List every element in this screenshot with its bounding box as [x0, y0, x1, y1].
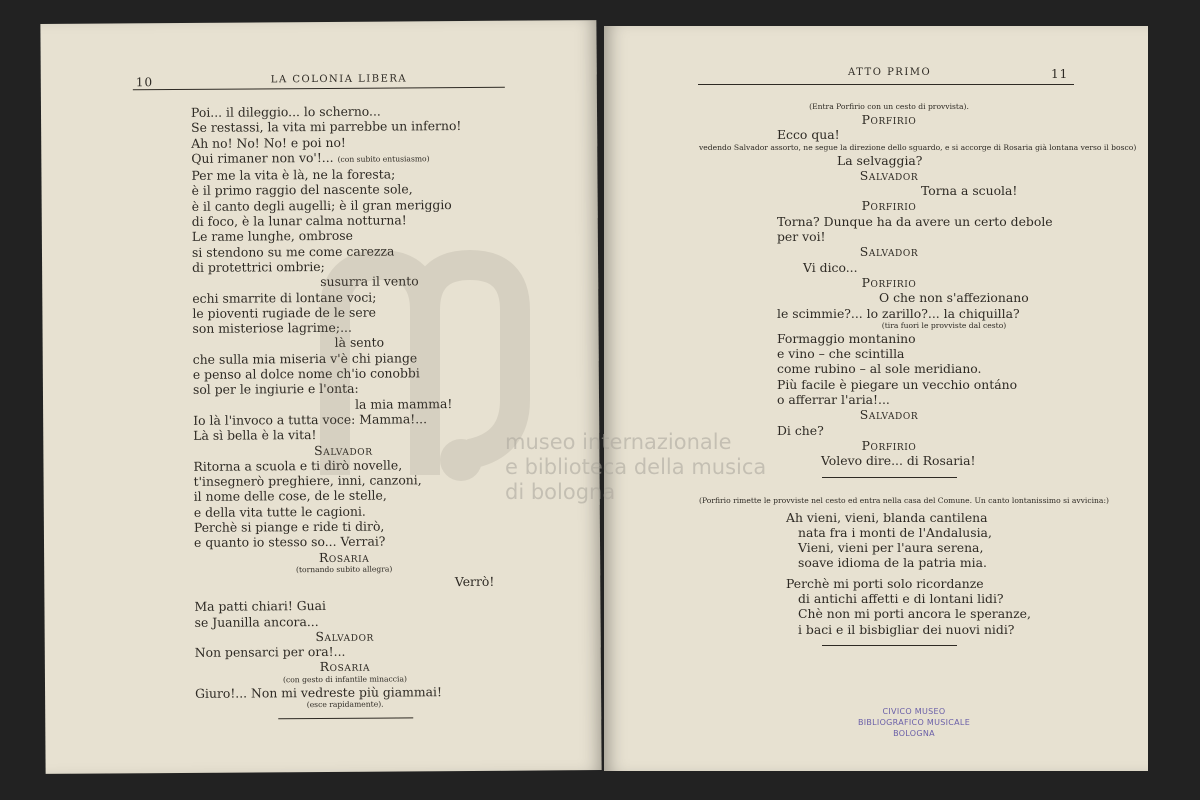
- verse-line: sol per le ingiurie e l'onta:: [192, 381, 359, 398]
- verse-line: e della vita tutte le cagioni.: [193, 503, 366, 520]
- verse-line: Giuro!... Non mi vedreste più giammai!: [195, 683, 443, 701]
- verse-line: t'insegnerò preghiere, inni, canzoni,: [193, 472, 422, 490]
- page-header: [41, 72, 597, 90]
- verse-line: i baci e il bisbigliar dei nuovi nidi?: [798, 621, 1015, 637]
- verse-line: Non pensarci per ora!...: [194, 643, 346, 660]
- section-rule: [822, 645, 957, 646]
- left-page: [40, 20, 601, 774]
- right-page: [604, 26, 1148, 771]
- verse-line: Ma patti chiari! Guai: [194, 598, 327, 615]
- speaker-name: Salvador: [859, 244, 919, 260]
- header-rule: [698, 84, 1074, 85]
- verse-line: Formaggio montanino: [777, 330, 916, 346]
- verse-text: [699, 102, 1137, 646]
- header-rule: [133, 87, 505, 91]
- stage-direction: (tira fuori le provviste dal cesto): [881, 320, 1007, 330]
- verse-line: là sento: [334, 335, 385, 351]
- stage-direction: (con gesto di infantile minaccia): [282, 674, 407, 684]
- verse-line: e penso al dolce nome ch'io conobbi: [192, 365, 420, 382]
- verse-line: Per me la vita è là, ne la foresta;: [191, 166, 396, 184]
- verse-line: Verrò!: [454, 573, 495, 589]
- speaker-name: Porfirio: [861, 437, 917, 453]
- running-title: ATTO PRIMO: [848, 67, 932, 78]
- verse-line: che sulla mia miseria v'è chi piange: [192, 350, 418, 367]
- verse-line: la mia mamma!: [354, 395, 453, 412]
- speaker-name: Porfirio: [861, 112, 917, 127]
- verse-line: e quanto io stesso so... Verrai?: [193, 533, 386, 551]
- verse-line: son misteriose lagrime;...: [192, 319, 352, 337]
- verse-line: La selvaggia?: [837, 152, 923, 168]
- speaker-name: Porfirio: [861, 198, 917, 214]
- verse-line: le pioventi rugiade de le sere: [192, 304, 377, 321]
- speaker-name: Rosaria: [318, 549, 370, 565]
- page-number: 10: [135, 75, 154, 90]
- speaker-name: Porfirio: [861, 274, 917, 290]
- speaker-name: Rosaria: [319, 659, 371, 675]
- song-lyrics: [699, 510, 1079, 637]
- spacer: [699, 637, 1079, 645]
- verse-line: il nome delle cose, de le stelle,: [193, 487, 387, 505]
- verse-line: Perchè mi porti solo ricordanze: [786, 575, 984, 591]
- verse-line: di protettrici ombrie;: [192, 258, 325, 275]
- verse-line: Là sì bella è la vita!: [193, 427, 317, 444]
- verse-line: Torna a scuola!: [921, 183, 1018, 199]
- stage-direction: (tornando subito allegra): [295, 564, 393, 575]
- verse-line: Più facile è piegare un vecchio ontáno: [777, 376, 1018, 392]
- verse-line: Di che?: [777, 422, 824, 438]
- library-stamp: CIVICO MUSEO BIBLIOGRAFICO MUSICALE BOLOGNA: [857, 707, 971, 738]
- verse-line: Chè non mi porti ancora le speranze,: [798, 606, 1031, 622]
- stage-direction: (esce rapidamente).: [306, 699, 384, 710]
- verse-line: Qui rimaner non vo'!... (con subito entusiasmo): [191, 149, 430, 166]
- verse-text: [191, 103, 495, 720]
- verse-line: Io là l'invoco a tutta voce: Mamma!...: [193, 411, 428, 428]
- verse-line: si stendono su me come carezza: [191, 243, 395, 260]
- verse-line: le scimmie?... lo zarillo?... la chiquilla?: [777, 305, 1020, 321]
- spacer: [699, 469, 1079, 477]
- verse-line: Ritorna a scuola e ti dirò novelle,: [193, 457, 403, 474]
- stage-direction: (con subito entusiasmo): [337, 154, 430, 164]
- verse-line: Se restassi, la vita mi parrebbe un inferno!: [191, 118, 462, 136]
- verse-line: Ecco qua!: [777, 127, 840, 143]
- verse-line: Vieni, vieni per l'aura serena,: [798, 540, 984, 556]
- spacer: [699, 478, 1079, 496]
- page-number: 11: [1051, 67, 1069, 81]
- verse-line: di antichi affetti e di lontani lidi?: [798, 591, 1004, 607]
- verse-line: e vino – che scintilla: [777, 346, 905, 362]
- verse-line: come rubino – al sole meridiano.: [777, 361, 982, 377]
- verse-line: è il primo raggio del nascente sole,: [191, 181, 413, 199]
- stage-direction: (Entra Porfirio con un cesto di provvista).: [809, 102, 969, 111]
- verse-line: è il canto degli augelli; è il gran meriggio: [191, 196, 452, 214]
- verse-line: o afferrar l'aria!...: [777, 392, 890, 408]
- speaker-name: Salvador: [315, 628, 374, 644]
- verse-line: Torna? Dunque ha da avere un certo debole: [777, 213, 1053, 229]
- verse-line: echi smarrite di lontane voci;: [192, 289, 377, 306]
- verse-line: Poi... il dileggio... lo scherno...: [190, 103, 381, 120]
- verse-line: susurra il vento: [320, 273, 419, 290]
- stage-direction: vedendo Salvador assorto, ne segue la direzione dello sguardo, e si accorge di Rosaria già lontana verso il bosco): [699, 142, 1137, 152]
- verse-line: Le rame lunghe, ombrose: [191, 228, 354, 245]
- verse-line: nata fra i monti de l'Andalusia,: [798, 524, 992, 540]
- verse-line: soave idioma de la patria mia.: [798, 555, 987, 571]
- stage-direction: (Porfirio rimette le provviste nel cesto ed entra nella casa del Comune. Un canto lontanissimo si avvicina:): [699, 495, 1109, 505]
- verse-line: Vi dico...: [803, 259, 858, 275]
- verse-line: Perchè si piange e ride ti dirò,: [193, 518, 385, 535]
- verse-line: di foco, è la lunar calma notturna!: [191, 212, 407, 229]
- verse-line: Ah vieni, vieni, blanda cantilena: [786, 509, 988, 525]
- verse-line: Ah no! No! No! e poi no!: [191, 134, 346, 151]
- running-title: LA COLONIA LIBERA: [270, 73, 408, 86]
- section-rule: [278, 717, 413, 719]
- verse-line: per voi!: [777, 229, 826, 245]
- speaker-name: Salvador: [859, 167, 919, 183]
- museum-watermark-text: museo internazionale e biblioteca della musica di bologna: [505, 430, 767, 504]
- verse-line: O che non s'affezionano: [879, 290, 1029, 306]
- verse-line: Volevo dire... di Rosaria!: [821, 453, 976, 469]
- speaker-name: Salvador: [314, 442, 373, 458]
- speaker-name: Salvador: [859, 407, 919, 423]
- verse-line: se Juanilla ancora...: [194, 613, 319, 630]
